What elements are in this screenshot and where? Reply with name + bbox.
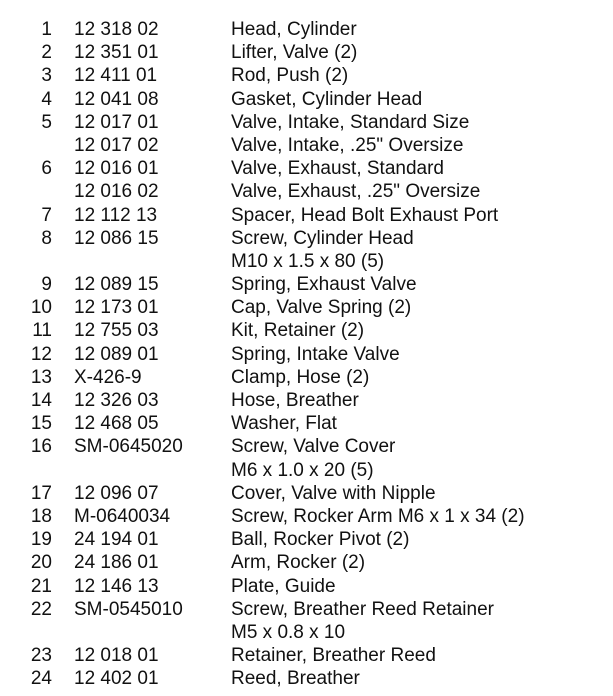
item-number: 22 — [30, 598, 52, 620]
part-description: Rod, Push (2) — [231, 65, 349, 87]
part-number: 24 194 01 — [74, 529, 159, 551]
part-number: 12 089 15 — [74, 274, 159, 296]
part-description: Cap, Valve Spring (2) — [231, 297, 412, 319]
part-number: 12 096 07 — [74, 482, 159, 504]
part-description: Screw, Rocker Arm M6 x 1 x 34 (2) — [231, 505, 525, 527]
item-number: 19 — [30, 529, 52, 551]
part-number: 12 089 01 — [74, 343, 159, 365]
list-item — [0, 180, 613, 203]
part-description: Retainer, Breather Reed — [231, 645, 436, 667]
list-item — [0, 343, 613, 366]
item-number: 5 — [41, 111, 52, 133]
item-number: 13 — [30, 366, 52, 388]
part-description: Reed, Breather — [231, 668, 360, 690]
list-item — [0, 459, 613, 482]
item-number: 20 — [30, 552, 52, 574]
parts-list — [0, 18, 613, 690]
part-number: 12 086 15 — [74, 227, 159, 249]
part-number: 12 017 01 — [74, 111, 159, 133]
part-description: Gasket, Cylinder Head — [231, 88, 423, 110]
list-item — [0, 435, 613, 458]
list-item — [0, 551, 613, 574]
item-number: 3 — [41, 65, 52, 87]
part-number: 12 112 13 — [74, 204, 158, 226]
part-description: Plate, Guide — [231, 575, 336, 597]
part-description: Spring, Exhaust Valve — [231, 274, 417, 296]
part-description: M5 x 0.8 x 10 — [231, 621, 346, 643]
list-item — [0, 41, 613, 64]
list-item — [0, 482, 613, 505]
part-number: 12 326 03 — [74, 390, 159, 411]
list-item — [0, 64, 613, 87]
list-item — [0, 88, 613, 111]
item-number: 15 — [30, 413, 52, 435]
part-number: 12 755 03 — [74, 320, 159, 342]
list-item — [0, 598, 613, 621]
list-item — [0, 204, 613, 227]
item-number: 16 — [30, 436, 52, 458]
part-description: Cover, Valve with Nipple — [231, 482, 436, 504]
list-item — [0, 528, 613, 551]
list-item — [0, 644, 613, 667]
part-description: Screw, Breather Reed Retainer — [231, 598, 494, 620]
item-number: 18 — [30, 505, 52, 527]
part-description: M10 x 1.5 x 80 (5) — [231, 250, 385, 272]
item-number: 2 — [41, 42, 52, 64]
part-number: 12 041 08 — [74, 88, 159, 110]
part-number: X-426-9 — [74, 366, 142, 388]
part-number: 12 468 05 — [74, 413, 159, 435]
list-item — [0, 412, 613, 435]
part-description: M6 x 1.0 x 20 (5) — [231, 459, 374, 481]
list-item — [0, 296, 613, 319]
part-number: 12 411 01 — [74, 65, 158, 87]
part-number: 12 146 13 — [74, 575, 159, 597]
list-item — [0, 389, 613, 412]
item-number: 4 — [41, 88, 52, 110]
part-number: 12 173 01 — [74, 297, 159, 319]
part-number: 12 402 01 — [74, 668, 159, 690]
item-number: 14 — [30, 390, 52, 411]
part-description: Arm, Rocker (2) — [231, 552, 366, 574]
item-number: 7 — [41, 204, 52, 226]
item-number: 9 — [41, 274, 52, 296]
part-description: Kit, Retainer (2) — [231, 320, 365, 342]
part-description: Lifter, Valve (2) — [231, 42, 358, 64]
part-description: Head, Cylinder — [231, 19, 357, 40]
item-number: 11 — [32, 320, 52, 342]
item-number: 24 — [30, 668, 52, 690]
part-number: SM-0645020 — [74, 436, 183, 458]
list-item — [0, 250, 613, 273]
item-number: 21 — [30, 575, 52, 597]
part-description: Valve, Intake, .25" Oversize — [231, 134, 464, 156]
part-number: 12 017 02 — [74, 134, 159, 156]
part-description: Spacer, Head Bolt Exhaust Port — [231, 204, 499, 226]
list-item — [0, 134, 613, 157]
list-item — [0, 273, 613, 296]
item-number: 10 — [30, 297, 52, 319]
part-number: SM-0545010 — [74, 598, 183, 620]
part-description: Valve, Exhaust, Standard — [231, 158, 444, 180]
item-number: 17 — [30, 482, 52, 504]
list-item — [0, 621, 613, 644]
list-item — [0, 227, 613, 250]
list-item — [0, 111, 613, 134]
item-number: 6 — [41, 158, 52, 180]
item-number: 23 — [30, 645, 52, 667]
part-description: Washer, Flat — [231, 413, 337, 435]
part-number: 24 186 01 — [74, 552, 159, 574]
list-item — [0, 667, 613, 690]
part-description: Valve, Exhaust, .25" Oversize — [231, 181, 481, 203]
item-number: 12 — [30, 343, 52, 365]
list-item — [0, 319, 613, 342]
part-number: 12 018 01 — [74, 645, 159, 667]
part-description: Clamp, Hose (2) — [231, 366, 370, 388]
item-number: 1 — [41, 19, 52, 40]
list-item — [0, 575, 613, 598]
part-number: M-0640034 — [74, 505, 171, 527]
list-item — [0, 157, 613, 180]
part-number: 12 016 01 — [74, 158, 159, 180]
part-number: 12 318 02 — [74, 19, 159, 40]
part-description: Valve, Intake, Standard Size — [231, 111, 470, 133]
part-number: 12 016 02 — [74, 181, 159, 203]
part-description: Hose, Breather — [231, 390, 359, 411]
part-description: Screw, Valve Cover — [231, 436, 396, 458]
list-item — [0, 366, 613, 389]
item-number: 8 — [41, 227, 52, 249]
list-item — [0, 18, 613, 41]
part-description: Screw, Cylinder Head — [231, 227, 414, 249]
part-description: Ball, Rocker Pivot (2) — [231, 529, 410, 551]
part-description: Spring, Intake Valve — [231, 343, 400, 365]
part-number: 12 351 01 — [74, 42, 159, 64]
list-item — [0, 505, 613, 528]
